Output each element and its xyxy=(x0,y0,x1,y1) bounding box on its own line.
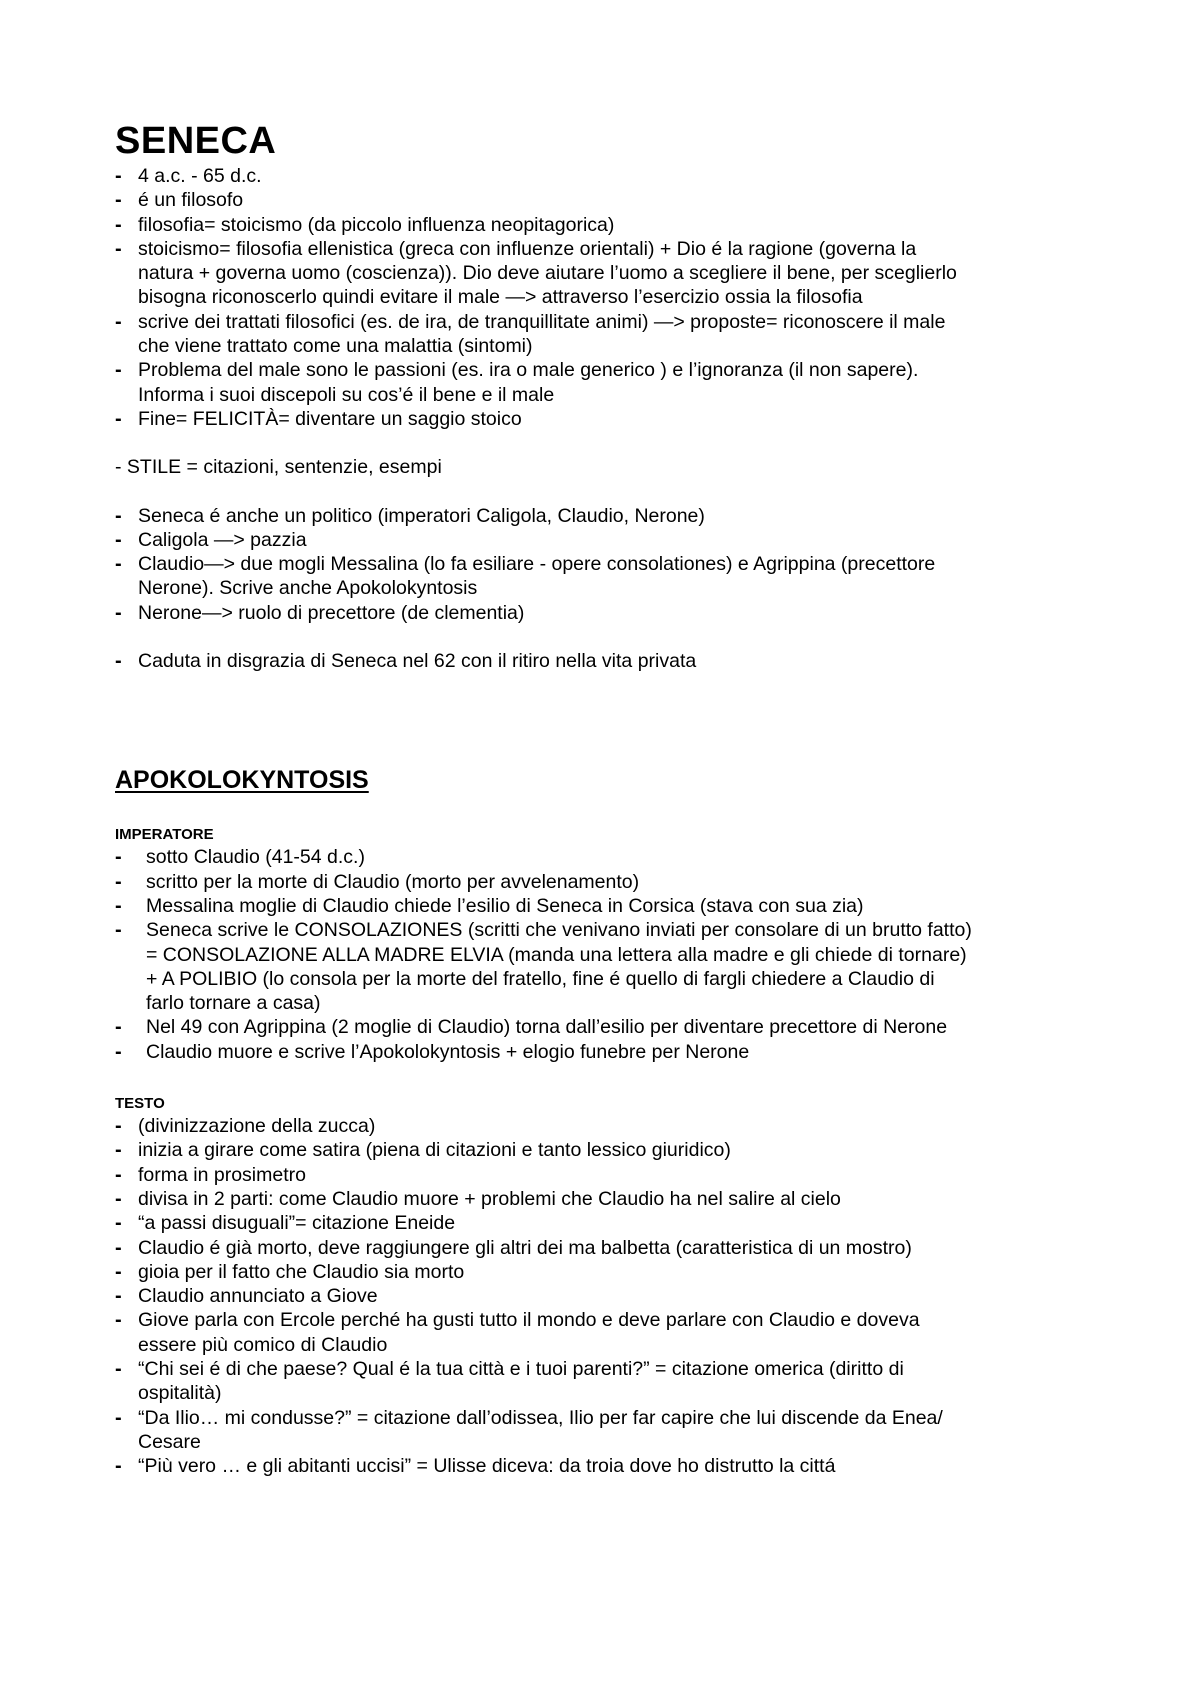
spacer xyxy=(115,480,1115,504)
list-item: - “Più vero … e gli abitanti uccisi” = Ulisse diceva: da troia dove ho distrutto la cittá xyxy=(115,1454,1115,1478)
imperatore-list xyxy=(115,845,1115,1064)
list-item: - stoicismo= filosofia ellenistica (greca con influenze orientali) + Dio é la ragione (governa la natura + governa uomo (coscienza)). Dio deve aiutare l’uomo a scegliere il bene, per sceglierlo bisogna riconoscerlo quindi evitare il male —> attraverso l’esercizio ossia la filosofia xyxy=(115,237,1115,310)
spacer xyxy=(115,625,1115,649)
list-item: - 4 a.c. - 65 d.c. xyxy=(115,164,1115,188)
seneca-list-2 xyxy=(115,504,1115,625)
list-item: - forma in prosimetro xyxy=(115,1163,1115,1187)
imperatore-heading: IMPERATORE xyxy=(115,826,214,844)
testo-heading: TESTO xyxy=(115,1095,165,1113)
list-item: - Nel 49 con Agrippina (2 moglie di Claudio) torna dall’esilio per diventare precettore di Nerone xyxy=(115,1015,1115,1039)
list-item: - Caligola —> pazzia xyxy=(115,528,1115,552)
list-item: - (divinizzazione della zucca) xyxy=(115,1114,1115,1138)
testo-list xyxy=(115,1114,1115,1478)
seneca-list-1 xyxy=(115,164,1115,431)
list-item: - scrive dei trattati filosofici (es. de ira, de tranquillitate animi) —> proposte= riconoscere il male che viene trattato come una malattia (sintomi) xyxy=(115,310,1115,359)
list-item: - Nerone—> ruolo di precettore (de clementia) xyxy=(115,601,1115,625)
list-item: - Messalina moglie di Claudio chiede l’esilio di Seneca in Corsica (stava con sua zia) xyxy=(115,894,1115,918)
section-spacer xyxy=(115,673,1115,765)
spacer xyxy=(115,1064,1115,1094)
list-item: - Giove parla con Ercole perché ha gusti tutto il mondo e deve parlare con Claudio e doveva essere più comico di Claudio xyxy=(115,1308,1115,1357)
list-item: - Claudio é già morto, deve raggiungere gli altri dei ma balbetta (caratteristica di un mostro) xyxy=(115,1236,1115,1260)
list-item: - Claudio muore e scrive l’Apokolokyntosis + elogio funebre per Nerone xyxy=(115,1040,1115,1064)
seneca-list-3 xyxy=(115,649,1115,673)
list-item: - “a passi disuguali”= citazione Eneide xyxy=(115,1211,1115,1235)
apokolokyntosis-title: APOKOLOKYNTOSIS xyxy=(115,766,369,795)
list-item: - “Chi sei é di che paese? Qual é la tua città e i tuoi parenti?” = citazione omerica (diritto di ospitalità) xyxy=(115,1357,1115,1406)
spacer xyxy=(115,795,1115,825)
list-item: - Seneca é anche un politico (imperatori Caligola, Claudio, Nerone) xyxy=(115,504,1115,528)
stile-line: - STILE = citazioni, sentenzie, esempi xyxy=(115,456,442,479)
list-item: - filosofia= stoicismo (da piccolo influenza neopitagorica) xyxy=(115,213,1115,237)
list-item: - é un filosofo xyxy=(115,188,1115,212)
seneca-title: SENECA xyxy=(115,120,277,162)
list-item: - Claudio—> due mogli Messalina (lo fa esiliare - opere consolationes) e Agrippina (precettore Nerone). Scrive anche Apokolokyntosis xyxy=(115,552,1115,601)
list-item: - inizia a girare come satira (piena di citazioni e tanto lessico giuridico) xyxy=(115,1138,1115,1162)
list-item: - Caduta in disgrazia di Seneca nel 62 con il ritiro nella vita privata xyxy=(115,649,1115,673)
list-item: - gioia per il fatto che Claudio sia morto xyxy=(115,1260,1115,1284)
list-item: - “Da Ilio… mi condusse?” = citazione dall’odissea, Ilio per far capire che lui discende da Enea/ Cesare xyxy=(115,1406,1115,1455)
list-item: - Problema del male sono le passioni (es. ira o male generico ) e l’ignoranza (il non sapere). Informa i suoi discepoli su cos’é il bene e il male xyxy=(115,358,1115,407)
list-item: - divisa in 2 parti: come Claudio muore + problemi che Claudio ha nel salire al cielo xyxy=(115,1187,1115,1211)
list-item: - scritto per la morte di Claudio (morto per avvelenamento) xyxy=(115,870,1115,894)
spacer xyxy=(115,431,1115,455)
list-item: - Claudio annunciato a Giove xyxy=(115,1284,1115,1308)
list-item: - sotto Claudio (41-54 d.c.) xyxy=(115,845,1115,869)
list-item: - Seneca scrive le CONSOLAZIONES (scritti che venivano inviati per consolare di un brutto fatto) = CONSOLAZIONE ALLA MADRE ELVIA (manda una lettera alla madre e gli chiede di tornare) + A POLIBIO (lo consola per la morte del fratello, fine é quello di fargli chiedere a Claudio di farlo tornare a casa) xyxy=(115,918,1115,1015)
list-item: - Fine= FELICITÀ= diventare un saggio stoico xyxy=(115,407,1115,431)
document-page xyxy=(115,118,1115,1478)
